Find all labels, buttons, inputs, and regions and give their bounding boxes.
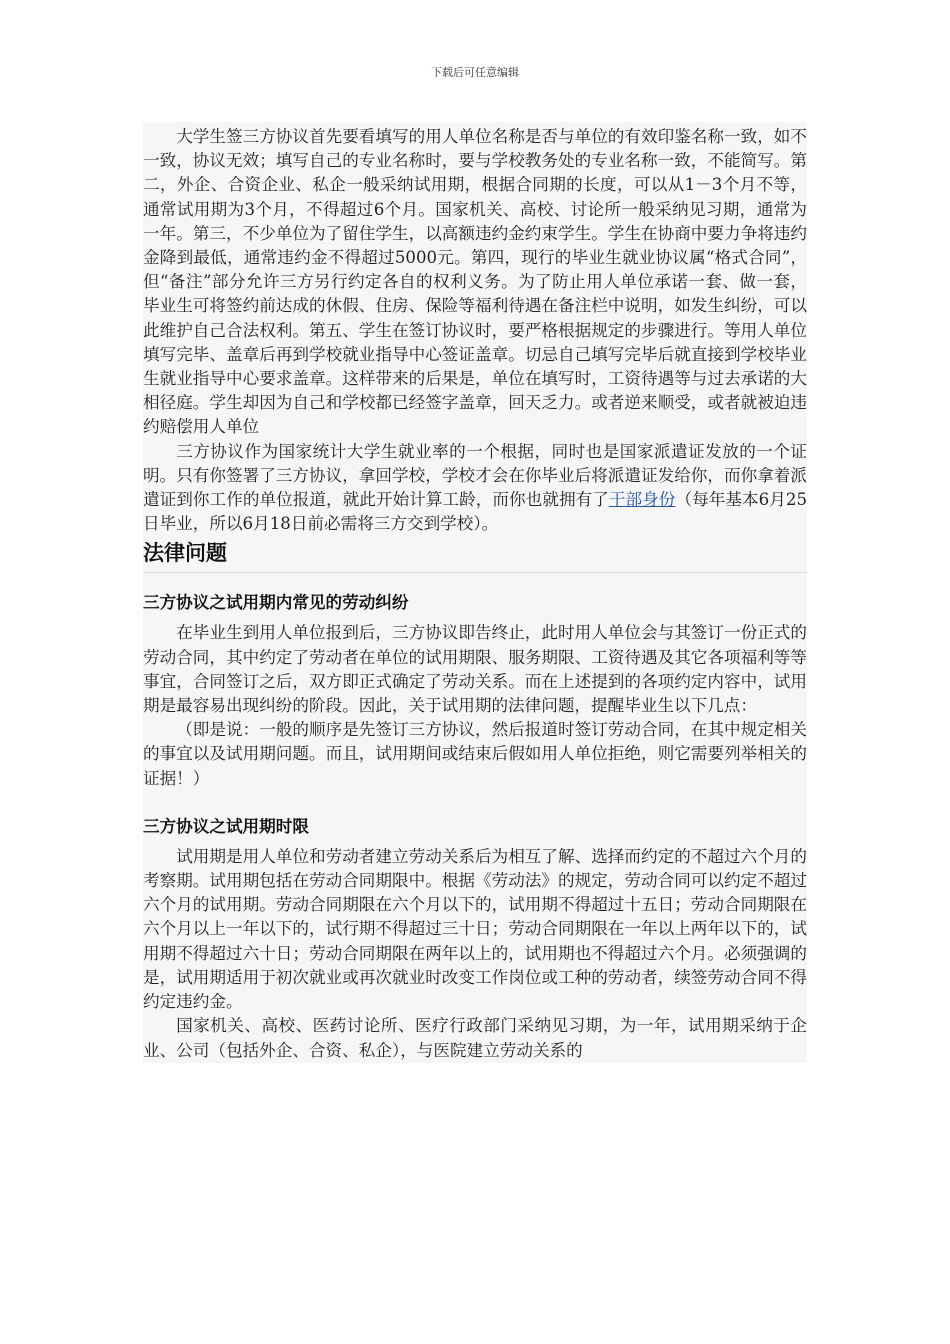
section-divider: [143, 572, 807, 573]
intro-paragraph-2-tail: （每年基本6月25日毕业，所以6月18日前必需将三方交到学校）。: [143, 490, 808, 534]
page-header: 下载后可任意编辑: [431, 66, 519, 79]
intro-paragraph-1: 大学生签三方协议首先要看填写的用人单位名称是否与单位的有效印鉴名称一致，如不一致，协议无效；填写自己的专业名称时，要与学校教务处的专业名称一致，不能简写。第二，外企、合资企业、私企一般采纳试用期，根据合同期的长度，可以从1－3个月不等，通常试用期为3个月，不得超过6个月。国家机关、高校、讨论所一般采纳见习期，通常为一年。第三，不少单位为了留住学生，以高额违约金约束学生。学生在协商中要力争将违约金降到最低，通常违约金不得超过5000元。第四，现行的毕业生就业协议属“格式合同”，但“备注”部分允许三方另行约定各自的权利义务。为了防止用人单位承诺一套、做一套，毕业生可将签约前达成的休假、住房、保险等福利待遇在备注栏中说明，如发生纠纷，可以此维护自己合法权利。第五、学生在签订协议时，要严格根据规定的步骤进行。等用人单位填写完毕、盖章后再到学校就业指导中心签证盖章。切忌自己填写完毕后就直接到学校毕业生就业指导中心要求盖章。这样带来的后果是，单位在填写时，工资待遇等与过去承诺的大相径庭。学生却因为自己和学校都已经签字盖章，回天乏力。或者逆来顺受，或者就被迫违约赔偿用人单位: [143, 127, 807, 437]
intro-block: [143, 122, 807, 536]
duration-paragraph-2: 国家机关、高校、医药讨论所、医疗行政部门采纳见习期，为一年，试用期采纳于企业、公司（包括外企、合资、私企），与医院建立劳动关系的: [143, 1016, 807, 1060]
intro-paragraph-2: [143, 440, 807, 537]
section-title: 法律问题: [143, 541, 227, 566]
subsection-title-duration: 三方协议之试用期时限: [143, 816, 309, 836]
spacer: [143, 791, 807, 815]
disputes-note: （即是说：一般的顺序是先签订三方协议，然后报道时签订劳动合同，在其中规定相关的事宜以及试用期问题。而且，试用期间或结束后假如用人单位拒绝，则它需要列举相关的证据！）: [143, 720, 807, 788]
intro-paragraph-2-text: 三方协议作为国家统计大学生就业率的一个根据，同时也是国家派遣证发放的一个证明。只有你签署了三方协议，拿回学校，学校才会在你毕业后将派遣证发给你，而你拿着派遣证到你工作的单位报道，就此开始计算工龄，而你也就拥有了: [143, 441, 807, 510]
disputes-paragraph: 在毕业生到用人单位报到后，三方协议即告终止，此时用人单位会与其签订一份正式的劳动合同，其中约定了劳动者在单位的试用期限、服务期限、工资待遇及其它各项福利等等事宜，合同签订之后，双方即正式确定了劳动关系。而在上述提到的各项约定内容中，试用期是最容易出现纠纷的阶段。因此，关于试用期的法律问题，提醒毕业生以下几点：: [143, 623, 807, 716]
document-body: [143, 122, 807, 1063]
duration-paragraph-1: 试用期是用人单位和劳动者建立劳动关系后为相互了解、选择而约定的不超过六个月的考察期。试用期包括在劳动合同期限中。根据《劳动法》的规定，劳动合同可以约定不超过六个月的试用期。劳动合同期限在六个月以下的，试用期不得超过十五日；劳动合同期限在六个月以上一年以下的，试行期不得超过三十日；劳动合同期限在一年以上两年以下的，试用期不得超过六十日；劳动合同期限在两年以上的，试用期也不得超过六个月。必须强调的是，试用期适用于初次就业或再次就业时改变工作岗位或工种的劳动者，续签劳动合同不得约定违约金。: [143, 846, 807, 1012]
subsection-title-disputes: 三方协议之试用期内常见的劳动纠纷: [143, 593, 409, 613]
cadre-status-link[interactable]: 干部身份: [608, 490, 676, 510]
